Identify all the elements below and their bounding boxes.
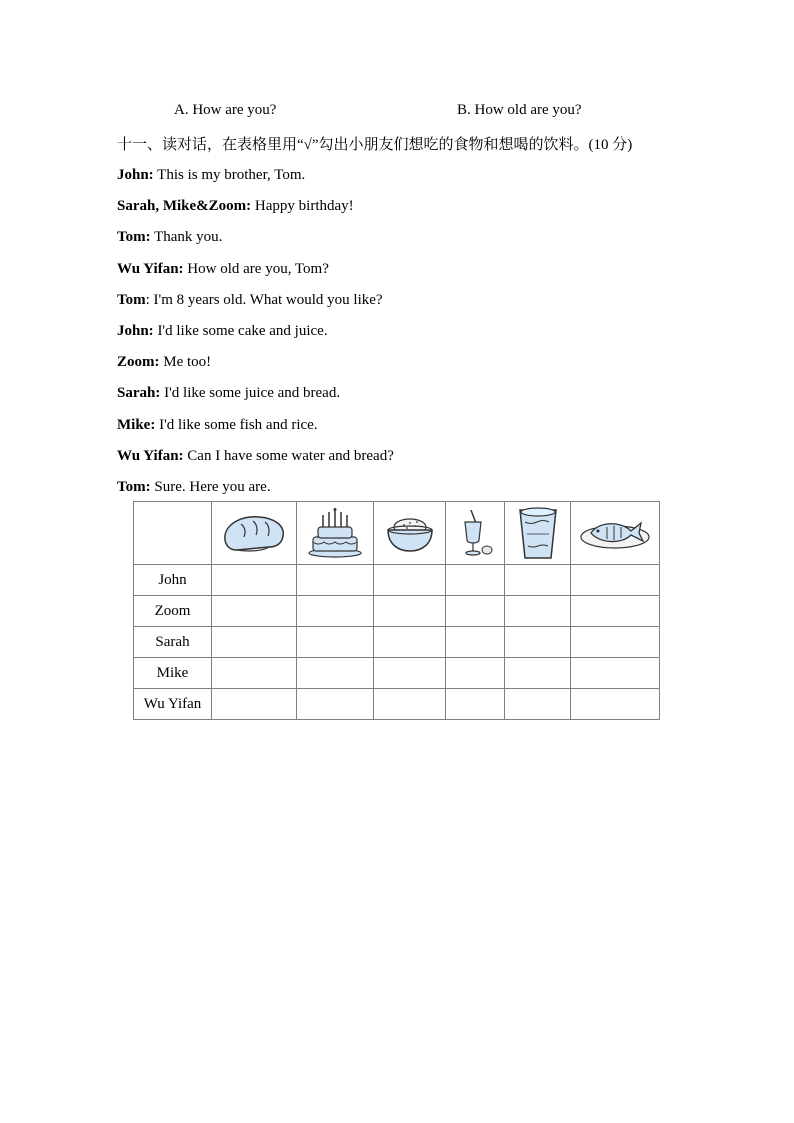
utterance: Thank you. bbox=[150, 229, 223, 246]
utterance: Can I have some water and bread? bbox=[183, 447, 394, 464]
utterance: How old are you, Tom? bbox=[183, 260, 329, 277]
row-name: Zoom bbox=[134, 596, 212, 627]
utterance: Me too! bbox=[159, 354, 212, 371]
answer-cell[interactable] bbox=[297, 565, 374, 596]
rice-icon bbox=[382, 510, 438, 556]
answer-cell[interactable] bbox=[212, 565, 297, 596]
dialogue-line bbox=[117, 320, 394, 351]
answer-cell[interactable] bbox=[374, 596, 446, 627]
answer-cell[interactable] bbox=[505, 596, 571, 627]
answer-table bbox=[133, 501, 660, 720]
table-header-row bbox=[134, 502, 660, 565]
answer-cell[interactable] bbox=[571, 658, 660, 689]
exercise-instruction: 十一、读对话，在表格里用“√”勾出小朋友们想吃的食物和想喝的饮料。(10 分) bbox=[117, 137, 633, 153]
header-cell-rice bbox=[374, 502, 446, 565]
corner-cell bbox=[134, 502, 212, 565]
dialogue-line bbox=[117, 351, 394, 382]
dialogue-line bbox=[117, 195, 394, 226]
answer-cell[interactable] bbox=[297, 596, 374, 627]
speaker: Wu Yifan: bbox=[117, 447, 184, 464]
utterance: I'd like some cake and juice. bbox=[153, 322, 328, 339]
utterance: I'd like some fish and rice. bbox=[155, 416, 318, 433]
answer-cell[interactable] bbox=[446, 596, 505, 627]
answer-cell[interactable] bbox=[505, 565, 571, 596]
table-row bbox=[134, 565, 660, 596]
speaker: Tom: bbox=[117, 478, 151, 495]
water-icon bbox=[515, 504, 561, 562]
dialogue-line bbox=[117, 445, 394, 476]
answer-cell[interactable] bbox=[446, 689, 505, 720]
answer-cell[interactable] bbox=[505, 689, 571, 720]
answer-cell[interactable] bbox=[212, 627, 297, 658]
answer-cell[interactable] bbox=[505, 627, 571, 658]
speaker: Wu Yifan: bbox=[117, 260, 184, 277]
utterance: : I'm 8 years old. What would you like? bbox=[145, 291, 383, 308]
dialogue-line bbox=[117, 414, 394, 445]
answer-cell[interactable] bbox=[212, 689, 297, 720]
dialogue-line bbox=[117, 226, 394, 257]
header-cell-bread bbox=[212, 502, 297, 565]
answer-cell[interactable] bbox=[374, 627, 446, 658]
answer-cell[interactable] bbox=[571, 565, 660, 596]
speaker: Zoom: bbox=[117, 354, 160, 371]
speaker: John: bbox=[117, 322, 154, 339]
dialogue-line bbox=[117, 382, 394, 413]
answer-cell[interactable] bbox=[374, 689, 446, 720]
speaker: Mike: bbox=[117, 416, 156, 433]
answer-cell[interactable] bbox=[446, 658, 505, 689]
utterance: Sure. Here you are. bbox=[150, 478, 271, 495]
option-b: B. How old are you? bbox=[457, 102, 582, 118]
answer-cell[interactable] bbox=[446, 627, 505, 658]
utterance: I'd like some juice and bread. bbox=[160, 385, 341, 402]
answer-cell[interactable] bbox=[297, 689, 374, 720]
table-row bbox=[134, 596, 660, 627]
table-row bbox=[134, 627, 660, 658]
speaker: Tom: bbox=[117, 229, 151, 246]
header-cell-water bbox=[505, 502, 571, 565]
table-row bbox=[134, 689, 660, 720]
answer-cell[interactable] bbox=[446, 565, 505, 596]
juice-icon bbox=[453, 508, 497, 558]
dialogue-line bbox=[117, 164, 394, 195]
answer-options bbox=[0, 102, 794, 124]
answer-cell[interactable] bbox=[212, 596, 297, 627]
speaker: Sarah, Mike&Zoom: bbox=[117, 198, 252, 215]
answer-cell[interactable] bbox=[374, 565, 446, 596]
table-row bbox=[134, 658, 660, 689]
row-name: Mike bbox=[134, 658, 212, 689]
answer-cell[interactable] bbox=[374, 658, 446, 689]
dialogue-line bbox=[117, 258, 394, 289]
answer-cell[interactable] bbox=[571, 689, 660, 720]
header-cell-cake bbox=[297, 502, 374, 565]
option-a: A. How are you? bbox=[174, 102, 277, 118]
dialogue bbox=[117, 164, 394, 507]
answer-cell[interactable] bbox=[297, 627, 374, 658]
row-name: Sarah bbox=[134, 627, 212, 658]
header-cell-juice bbox=[446, 502, 505, 565]
bread-icon bbox=[219, 510, 289, 556]
answer-cell[interactable] bbox=[571, 596, 660, 627]
row-name: John bbox=[134, 565, 212, 596]
answer-cell[interactable] bbox=[297, 658, 374, 689]
utterance: Happy birthday! bbox=[251, 198, 354, 215]
row-name: Wu Yifan bbox=[134, 689, 212, 720]
cake-icon bbox=[305, 507, 365, 559]
speaker: Tom bbox=[117, 291, 146, 308]
dialogue-line bbox=[117, 289, 394, 320]
answer-cell[interactable] bbox=[212, 658, 297, 689]
answer-cell[interactable] bbox=[571, 627, 660, 658]
speaker: Sarah: bbox=[117, 385, 161, 402]
utterance: This is my brother, Tom. bbox=[153, 167, 306, 183]
fish-icon bbox=[577, 513, 653, 553]
header-cell-fish bbox=[571, 502, 660, 565]
answer-cell[interactable] bbox=[505, 658, 571, 689]
speaker: John: bbox=[117, 167, 154, 183]
